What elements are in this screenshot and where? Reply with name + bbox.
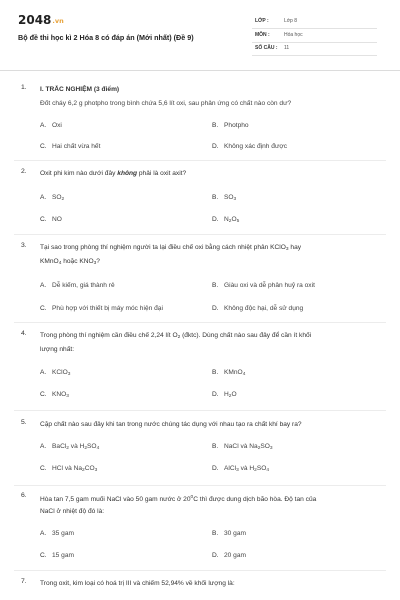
question-divider — [14, 160, 386, 161]
question-text: Oxit phi kim nào dưới đây không phải là oxit axit? — [40, 170, 187, 177]
option-c[interactable]: C. HCl và $Na_2CO_3$ — [40, 465, 98, 473]
option-a[interactable]: A. Oxi — [40, 122, 62, 129]
question-number: 4. — [21, 330, 27, 337]
option-c[interactable]: C. 15 gam — [40, 552, 74, 559]
question-divider — [14, 570, 386, 571]
option-b[interactable]: B. KMnO$_4$ — [212, 369, 246, 377]
meta-key: LỚP : — [255, 18, 269, 24]
option-b[interactable]: B. 30 gam — [212, 530, 246, 537]
meta-value: Hóa học — [284, 32, 303, 38]
option-a[interactable]: A. 35 gam — [40, 530, 74, 537]
logo-tld: .vn — [52, 17, 64, 25]
meta-key: MÔN : — [255, 32, 270, 38]
option-d[interactable]: D. $N_2O_5$ — [212, 216, 240, 224]
question-number: 3. — [21, 242, 27, 249]
question-divider — [14, 410, 386, 411]
question-divider — [14, 485, 386, 486]
logo-brand: 2048 — [18, 13, 52, 27]
question-divider — [14, 234, 386, 235]
option-d[interactable]: D. AlCl$_3$ và $H_2SO_4$ — [212, 465, 270, 473]
option-c[interactable]: C. Phù hợp với thiết bị máy móc hiện đại — [40, 305, 163, 312]
question-text: Trong phòng thí nghiệm cần điều chế 2,24 lít $O_2$ (đktc). Dùng chất nào sau đây để cần ít khối lượng nhất: — [40, 332, 312, 353]
option-d[interactable]: D. Không xác định được — [212, 143, 287, 150]
page-title: Bộ đề thi học kì 2 Hóa 8 có đáp án (Mới nhất) (Đề 9) — [18, 33, 194, 42]
option-c[interactable]: C. NO — [40, 216, 62, 223]
option-b[interactable]: B. Giàu oxi và dễ phân huỷ ra oxit — [212, 282, 315, 289]
option-c[interactable]: C. Hai chất vừa hết — [40, 143, 101, 150]
meta-class-row — [252, 16, 377, 29]
option-a[interactable]: A. Dễ kiếm, giá thành rẻ — [40, 282, 115, 289]
option-b[interactable]: B. $SO_3$ — [212, 194, 237, 202]
section-heading: I. TRẮC NGHIỆM (3 điểm) — [40, 86, 120, 93]
question-divider — [14, 322, 386, 323]
question-text: Đốt cháy 6,2 g photpho trong bình chứa 5,6 lít oxi, sau phản ứng có chất nào còn dư? — [40, 100, 292, 107]
option-d[interactable]: D. $H_2O$ — [212, 391, 237, 399]
question-text: Tại sao trong phòng thí nghiệm người ta lại điều chế oxi bằng cách nhiệt phân KClO$_3$ hay KMnO$_4$ hoặc $KNO_3$? — [40, 244, 302, 266]
question-number: 2. — [21, 168, 27, 175]
header-divider — [0, 70, 400, 71]
meta-key: SỐ CÂU : — [255, 45, 278, 51]
option-b[interactable]: B. Photpho — [212, 122, 249, 129]
meta-count-row — [252, 43, 377, 56]
option-c[interactable]: C. $KNO_3$ — [40, 391, 69, 399]
option-a[interactable]: A. BaCl$_2$ và $H_2SO_4$ — [40, 443, 100, 451]
question-number: 6. — [21, 492, 27, 499]
question-number: 1. — [21, 84, 27, 91]
meta-subject-row — [252, 30, 377, 43]
option-a[interactable]: A. $SO_2$ — [40, 194, 65, 202]
option-a[interactable]: A. KClO$_3$ — [40, 369, 71, 377]
option-d[interactable]: D. 20 gam — [212, 552, 246, 559]
site-logo[interactable] — [18, 13, 64, 27]
question-number: 5. — [21, 419, 27, 426]
question-text: Hòa tan 7,5 gam muối NaCl vào 50 gam nước ở $20^0C$ thì được dung dịch bão hòa. Độ tan của NaCl ở nhiệt độ đó là: — [40, 495, 317, 515]
page-header — [0, 0, 400, 72]
meta-value: 11 — [284, 45, 290, 51]
question-number: 7. — [21, 578, 27, 585]
option-d[interactable]: D. Không độc hại, dễ sử dụng — [212, 305, 304, 312]
question-text: Trong oxit, kim loại có hoá trị III và chiếm 52,94% về khối lượng là: — [40, 580, 235, 587]
option-b[interactable]: B. NaCl và $Na_2SO_3$ — [212, 443, 273, 451]
meta-value: Lớp 8 — [284, 18, 298, 24]
question-text: Cặp chất nào sau đây khi tan trong nước chúng tác dụng với nhau tạo ra chất khí bay ra? — [40, 421, 302, 428]
